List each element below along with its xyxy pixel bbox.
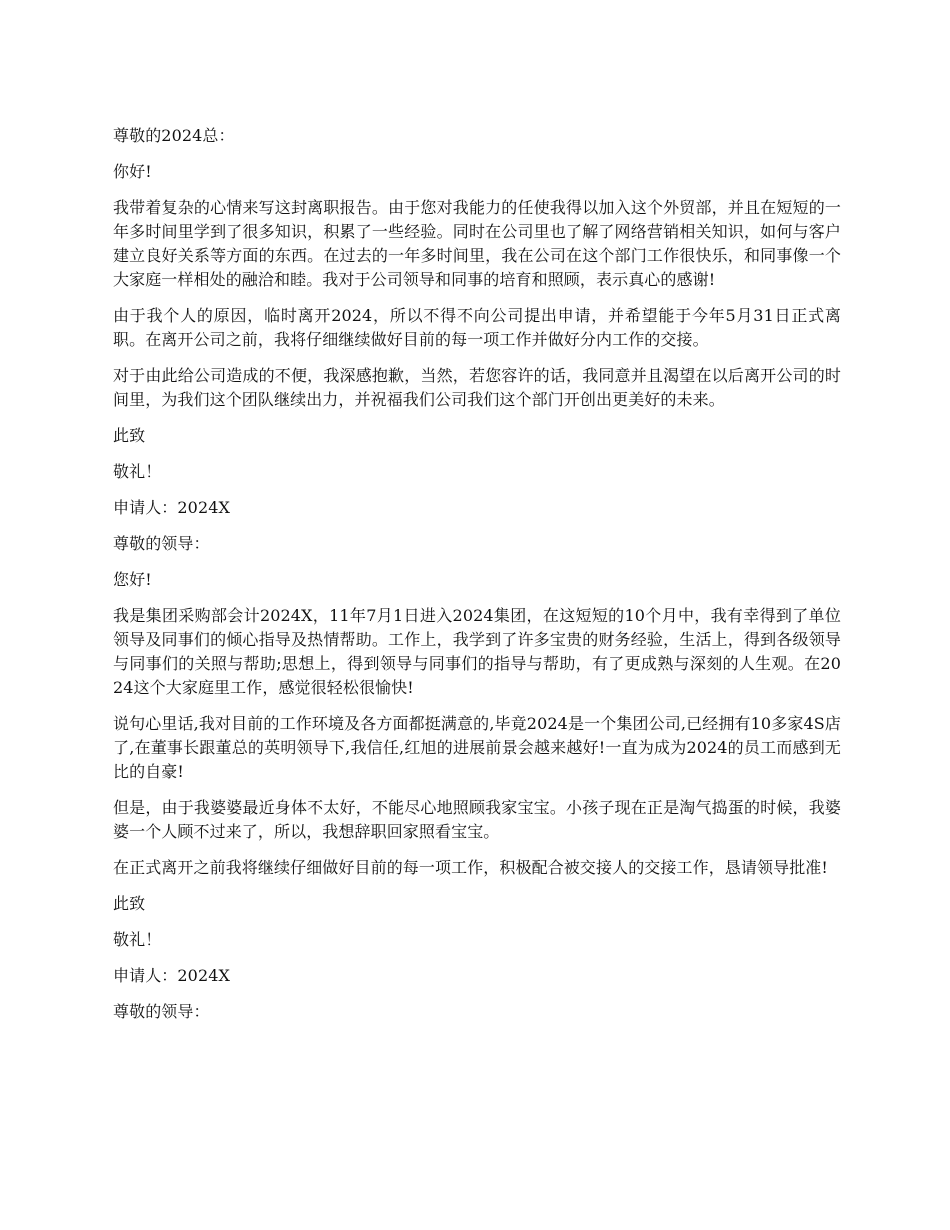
greeting-1: 你好! xyxy=(113,162,152,181)
body-paragraph-6: 但是，由于我婆婆最近身体不太好，不能尽心地照顾我家宝宝。小孩子现在正是淘气捣蛋的时候，我婆婆一个人顾不过来了，所以，我想辞职回家照看宝宝。 xyxy=(113,798,841,841)
greeting-2: 您好! xyxy=(113,570,152,589)
closing-2: 此致 xyxy=(113,894,146,913)
regards-2: 敬礼！ xyxy=(113,930,162,949)
document-page xyxy=(113,124,841,1036)
salutation-2: 尊敬的领导： xyxy=(113,534,210,553)
body-paragraph-5: 说句心里话,我对目前的工作环境及各方面都挺满意的,毕竟2024是一个集团公司,已经拥有10多家4S店了,在董事长跟董总的英明领导下,我信任,红旭的进展前景会越来越好!一直为成为2024的员工而感到无比的自豪! xyxy=(113,714,841,781)
body-paragraph-7: 在正式离开之前我将继续仔细做好目前的每一项工作，积极配合被交接人的交接工作，恳请领导批准! xyxy=(113,858,828,877)
body-paragraph-1: 我带着复杂的心情来写这封离职报告。由于您对我能力的任使我得以加入这个外贸部，并且在短短的一年多时间里学到了很多知识，积累了一些经验。同时在公司里也了解了网络营销相关知识，如何与客户建立良好关系等方面的东西。在过去的一年多时间里，我在公司在这个部门工作很快乐，和同事像一个大家庭一样相处的融洽和睦。我对于公司领导和同事的培育和照顾，表示真心的感谢! xyxy=(113,198,841,289)
salutation-3: 尊敬的领导： xyxy=(113,1002,210,1021)
closing-1: 此致 xyxy=(113,426,146,445)
signature-1: 申请人：2024X xyxy=(113,498,231,517)
regards-1: 敬礼！ xyxy=(113,462,162,481)
body-paragraph-3: 对于由此给公司造成的不便，我深感抱歉，当然，若您容许的话，我同意并且渴望在以后离开公司的时间里，为我们这个团队继续出力，并祝福我们公司我们这个部门开创出更美好的未来。 xyxy=(113,366,841,409)
body-paragraph-4: 我是集团采购部会计2024X，11年7月1日进入2024集团，在这短短的10个月中，我有幸得到了单位领导及同事们的倾心指导及热情帮助。工作上，我学到了许多宝贵的财务经验，生活上，得到各级领导与同事们的关照与帮助;思想上，得到领导与同事们的指导与帮助，有了更成熟与深刻的人生观。在2024这个大家庭里工作，感觉很轻松很愉快! xyxy=(113,606,841,697)
body-paragraph-2: 由于我个人的原因，临时离开2024，所以不得不向公司提出申请，并希望能于今年5月31日正式离职。在离开公司之前，我将仔细继续做好目前的每一项工作并做好分内工作的交接。 xyxy=(113,306,841,349)
salutation-1: 尊敬的2024总： xyxy=(113,126,235,145)
signature-2: 申请人：2024X xyxy=(113,966,231,985)
